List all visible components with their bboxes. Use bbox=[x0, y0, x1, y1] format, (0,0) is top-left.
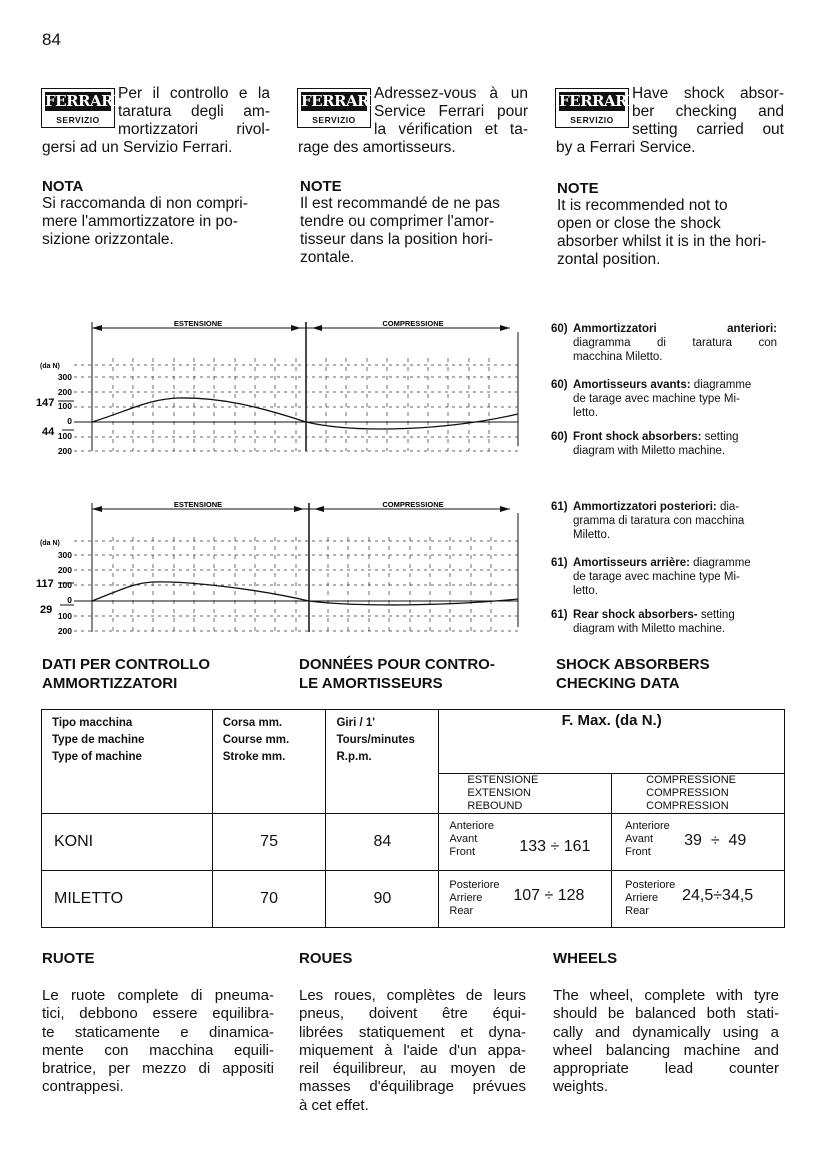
caption-61-it bbox=[551, 500, 777, 544]
caption-60-it bbox=[551, 322, 777, 366]
wheels-line: masses d'équilibrage prévues bbox=[299, 1078, 526, 1096]
note-line: It is recommended not to bbox=[557, 197, 728, 214]
wheels-line: te staticamente e dinamica- bbox=[42, 1023, 274, 1041]
logo-text: FERRARI bbox=[45, 92, 120, 110]
caption-rest: diagramme bbox=[690, 379, 752, 391]
note-line: zontale. bbox=[300, 249, 355, 266]
note-line: Si raccomanda di non compri- bbox=[42, 195, 248, 212]
header-line: Stroke mm. bbox=[222, 751, 286, 763]
cell-compression bbox=[612, 814, 785, 871]
intro-it bbox=[118, 85, 270, 139]
ext-label: ESTENSIONE bbox=[173, 319, 223, 328]
comp-value: 24,5÷34,5 bbox=[682, 887, 754, 904]
note-line: tendre ou comprimer l'amor- bbox=[300, 213, 495, 230]
tick-label: 100 bbox=[57, 401, 72, 411]
heading-dati-fr bbox=[299, 655, 495, 693]
section-title: WHEELS bbox=[553, 950, 618, 967]
note-it bbox=[42, 178, 274, 249]
caption-number: 60) bbox=[551, 379, 568, 391]
wheels-line: should be balanced both stati- bbox=[553, 1005, 779, 1023]
cell-type: KONI bbox=[54, 833, 94, 850]
section-title: RUOTE bbox=[42, 950, 95, 967]
header-line: COMPRESSION bbox=[646, 800, 729, 812]
tick-label: 100 bbox=[57, 580, 72, 590]
caption-line: letto. bbox=[573, 407, 598, 419]
header-line: Tipo macchina bbox=[52, 717, 133, 729]
wheels-line: bratrice, per mezzo di appositi bbox=[42, 1060, 274, 1078]
pos-label: Front bbox=[625, 846, 651, 858]
wheels-line: appropriate lead counter bbox=[553, 1060, 779, 1078]
tick-label: 200 bbox=[57, 626, 72, 636]
header-type bbox=[42, 710, 213, 814]
table-row bbox=[42, 871, 785, 928]
logo-text: FERRARI bbox=[301, 92, 376, 110]
wheels-line: weights. bbox=[553, 1078, 609, 1096]
caption-60-en bbox=[551, 430, 777, 460]
header-line: EXTENSION bbox=[467, 787, 531, 799]
wheels-line: The wheel, complete with tyre bbox=[553, 987, 779, 1004]
intro-en bbox=[632, 85, 784, 139]
pos-label: Anteriore bbox=[625, 820, 670, 832]
header-line: Type of machine bbox=[52, 751, 142, 763]
header-line: Giri / 1' bbox=[336, 717, 375, 729]
unit-label: (da N) bbox=[40, 540, 60, 547]
caption-60-fr bbox=[551, 378, 777, 436]
header-line: Corsa mm. bbox=[222, 717, 283, 729]
caption-bold: Ammortizzatori posteriori: bbox=[573, 501, 717, 513]
pos-label: Avant bbox=[625, 833, 654, 845]
header-compression bbox=[612, 774, 785, 814]
pos-label: Avant bbox=[449, 833, 478, 845]
tick-label: 0 bbox=[67, 595, 72, 605]
heading-line: SHOCK ABSORBERS bbox=[556, 656, 710, 673]
caption-line: Miletto. bbox=[573, 529, 611, 541]
wheels-line: cally and dynamically using a bbox=[553, 1023, 779, 1041]
note-line: absorber whilst it is in the hori- bbox=[557, 233, 767, 250]
wheels-fr bbox=[299, 950, 526, 1115]
pos-label: Posteriore bbox=[449, 879, 500, 891]
header-line: COMPRESSIONE bbox=[646, 774, 736, 786]
note-en bbox=[557, 180, 785, 269]
heading-dati-it bbox=[42, 655, 210, 693]
tick-label: 200 bbox=[57, 446, 72, 456]
intro-en-line: setting carried out bbox=[632, 121, 784, 138]
cell-extension bbox=[439, 871, 612, 928]
cell-stroke: 70 bbox=[260, 890, 278, 907]
intro-en-last: by a Ferrari Service. bbox=[556, 139, 696, 156]
intro-fr-last: rage des amortisseurs. bbox=[298, 139, 456, 156]
header-line: Type de machine bbox=[52, 734, 145, 746]
captions-61 bbox=[551, 500, 777, 638]
ferrari-servizio-logo bbox=[297, 88, 376, 128]
cell-rpm: 90 bbox=[373, 890, 392, 907]
heading-line: AMMORTIZZATORI bbox=[42, 675, 178, 692]
caption-bold: Amortisseurs arrière: bbox=[573, 557, 690, 569]
note-line: tisseur dans la position hori- bbox=[300, 231, 493, 248]
value-label: 44 bbox=[42, 426, 55, 438]
note-line: zontal position. bbox=[557, 251, 661, 268]
caption-61-en bbox=[551, 608, 777, 638]
header-line: ESTENSIONE bbox=[467, 774, 539, 786]
caption-number: 60) bbox=[551, 431, 568, 443]
logo-subtext: SERVIZIO bbox=[312, 115, 356, 125]
cell-stroke: 75 bbox=[260, 833, 278, 850]
wheels-line: Les roues, complètes de leurs bbox=[299, 987, 526, 1004]
caption-rest: setting bbox=[701, 431, 739, 443]
caption-bold: Amortisseurs avants: bbox=[573, 379, 691, 391]
caption-rest: setting bbox=[697, 609, 735, 621]
intro-fr-line: la vérification et ta- bbox=[374, 121, 528, 138]
logo-subtext: SERVIZIO bbox=[56, 115, 100, 125]
tick-label: 100 bbox=[57, 431, 72, 441]
header-extension bbox=[439, 774, 612, 814]
wheels-line: contrappesi. bbox=[42, 1078, 124, 1096]
cell-compression bbox=[612, 871, 785, 928]
caption-bold: Ammortizzatori anteriori: bbox=[573, 323, 777, 335]
caption-line: macchina Miletto. bbox=[573, 351, 663, 363]
caption-line: diagram with Miletto machine. bbox=[573, 445, 726, 457]
intro-en-line: Have shock absor- bbox=[632, 85, 784, 102]
caption-number: 60) bbox=[551, 323, 568, 335]
intro-it-line: mortizzatori rivol- bbox=[118, 121, 270, 138]
wheels-line: Le ruote complete di pneuma- bbox=[42, 987, 274, 1004]
cell-rpm: 84 bbox=[373, 833, 392, 850]
caption-number: 61) bbox=[551, 557, 568, 569]
header-rpm bbox=[326, 710, 439, 814]
heading-dati-en bbox=[556, 655, 710, 693]
caption-bold: Rear shock absorbers- bbox=[573, 609, 698, 621]
diagram-60-front bbox=[28, 316, 528, 466]
note-line: open or close the shock bbox=[557, 215, 721, 232]
wheels-it bbox=[42, 950, 274, 1097]
wheels-line: à cet effet. bbox=[299, 1096, 369, 1114]
caption-line: diagram with Miletto machine. bbox=[573, 623, 726, 635]
header-stroke bbox=[212, 710, 326, 814]
wheels-line: mente con macchina equili- bbox=[42, 1041, 274, 1059]
page-number: 84 bbox=[42, 30, 61, 49]
wheels-line: tici, debbono essere equilibra- bbox=[42, 1005, 274, 1023]
pos-label: Anteriore bbox=[449, 820, 495, 832]
tick-label: 300 bbox=[57, 550, 72, 560]
tick-label: 300 bbox=[57, 372, 72, 382]
cell-type: MILETTO bbox=[54, 890, 124, 907]
intro-fr-line: Service Ferrari pour bbox=[374, 103, 528, 120]
intro-it-line: Per il controllo e la bbox=[118, 85, 270, 102]
note-line: mere l'ammortizzatore in po- bbox=[42, 213, 238, 230]
caption-line: de tarage avec machine type Mi- bbox=[573, 393, 740, 405]
wheels-line: miquement à l'aide d'un appa- bbox=[299, 1041, 526, 1059]
pos-label: Front bbox=[449, 846, 476, 858]
note-title: NOTA bbox=[42, 178, 84, 195]
header-line: Course mm. bbox=[222, 734, 290, 746]
caption-number: 61) bbox=[551, 609, 568, 621]
pos-label: Posteriore bbox=[625, 879, 676, 891]
shock-absorber-data-table bbox=[41, 709, 785, 928]
ext-value: 107 ÷ 128 bbox=[513, 887, 585, 904]
caption-rest: diagramme bbox=[689, 557, 751, 569]
caption-rest: dia- bbox=[716, 501, 740, 513]
unit-label: (da N) bbox=[40, 363, 60, 370]
heading-line: DATI PER CONTROLLO bbox=[42, 656, 211, 673]
caption-bold: Front shock absorbers: bbox=[573, 431, 702, 443]
ferrari-servizio-logo bbox=[41, 88, 120, 128]
intro-fr bbox=[374, 85, 528, 139]
caption-line: gramma di taratura con macchina bbox=[573, 515, 745, 527]
tick-label: 200 bbox=[57, 387, 72, 397]
comp-label: COMPRESSIONE bbox=[382, 319, 444, 328]
heading-line: DONNÉES POUR CONTRO- bbox=[299, 656, 495, 673]
header-line: REBOUND bbox=[467, 800, 523, 812]
intro-fr-line: Adressez-vous à un bbox=[374, 85, 528, 102]
tick-label: 0 bbox=[67, 416, 72, 426]
caption-line: de tarage avec machine type Mi- bbox=[573, 571, 740, 583]
intro-en-line: ber checking and bbox=[632, 103, 784, 120]
section-title: ROUES bbox=[299, 950, 353, 967]
value-label: 29 bbox=[40, 604, 53, 616]
intro-it-last: gersi ad un Servizio Ferrari. bbox=[42, 139, 233, 156]
comp-label: COMPRESSIONE bbox=[382, 500, 444, 509]
caption-number: 61) bbox=[551, 501, 568, 513]
logo-subtext: SERVIZIO bbox=[570, 115, 614, 125]
heading-line: CHECKING DATA bbox=[556, 675, 680, 692]
note-title: NOTE bbox=[557, 180, 599, 197]
captions-60 bbox=[551, 322, 777, 460]
pos-label: Rear bbox=[625, 905, 649, 917]
caption-line: letto. bbox=[573, 585, 598, 597]
header-line: R.p.m. bbox=[336, 751, 372, 763]
diagram-61-rear bbox=[28, 497, 528, 647]
comp-value: 39 ÷ 49 bbox=[684, 832, 747, 849]
logo-text: FERRARI bbox=[559, 92, 634, 110]
wheels-line: librées statiquement et dyna- bbox=[299, 1023, 526, 1041]
cell-extension bbox=[439, 814, 612, 871]
intro-it-line: taratura degli am- bbox=[118, 103, 270, 120]
note-line: Il est recommandé de ne pas bbox=[300, 195, 500, 212]
ext-label: ESTENSIONE bbox=[173, 500, 223, 509]
note-title: NOTE bbox=[300, 178, 342, 195]
note-fr bbox=[300, 178, 534, 267]
ferrari-servizio-logo bbox=[555, 88, 634, 128]
wheels-en bbox=[553, 950, 779, 1097]
header-line: COMPRESSION bbox=[646, 787, 729, 799]
value-label: 147 bbox=[36, 397, 55, 409]
pos-label: Arriere bbox=[449, 892, 483, 904]
pos-label: Arriere bbox=[625, 892, 659, 904]
caption-line: diagramma di taratura con bbox=[573, 337, 777, 349]
ext-value: 133 ÷ 161 bbox=[519, 838, 591, 855]
caption-61-fr bbox=[551, 556, 777, 614]
wheels-line: wheel balancing machine and bbox=[553, 1041, 779, 1059]
wheels-line: pneus, doivent être équi- bbox=[299, 1005, 526, 1023]
pos-label: Rear bbox=[449, 905, 474, 917]
table-row bbox=[42, 814, 785, 871]
note-line: sizione orizzontale. bbox=[42, 231, 174, 248]
wheels-line: reil équilibreur, au moyen de bbox=[299, 1060, 526, 1078]
tick-label: 200 bbox=[57, 565, 72, 575]
heading-line: LE AMORTISSEURS bbox=[299, 675, 443, 692]
header-line: Tours/minutes bbox=[336, 734, 415, 746]
header-fmax: F. Max. (da N.) bbox=[439, 710, 785, 774]
value-label: 117 bbox=[36, 578, 54, 590]
tick-label: 100 bbox=[57, 611, 72, 621]
